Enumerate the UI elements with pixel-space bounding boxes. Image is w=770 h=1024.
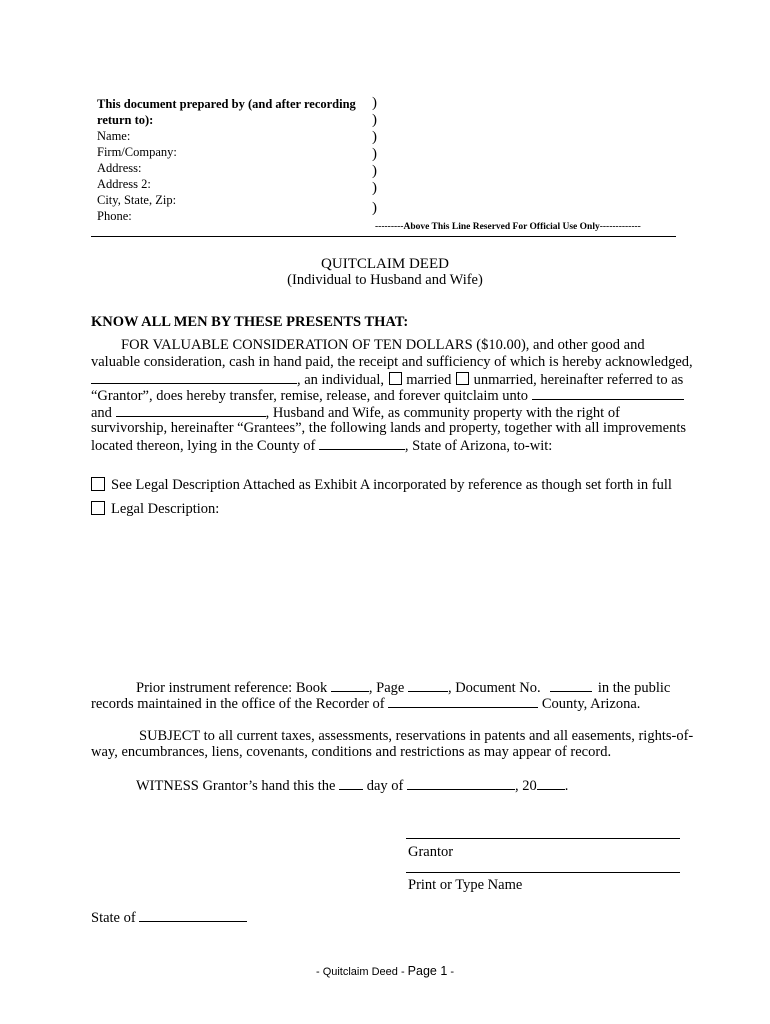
consideration-line7 — [91, 437, 552, 455]
field-firm: Firm/Company: — [97, 145, 177, 159]
recording-divider — [91, 236, 676, 237]
recorder-text: records maintained in the office of the Recorder of — [91, 696, 385, 712]
and-text: and — [91, 405, 112, 421]
book-blank[interactable] — [331, 679, 369, 692]
field-city-state-zip: City, State, Zip: — [97, 193, 177, 207]
husband-wife-text: , Husband and Wife, as community property with the right of — [265, 405, 620, 421]
state-arizona-text: , State of Arizona, to-wit: — [404, 438, 553, 454]
print-name-line[interactable] — [406, 872, 680, 873]
county-arizona-text: County, Arizona. — [541, 696, 641, 712]
period-text: . — [564, 778, 569, 794]
book-text: Prior instrument reference: Book — [136, 680, 328, 696]
consideration-line5 — [91, 404, 620, 422]
paren: ) — [372, 163, 377, 179]
field-address2: Address 2: — [97, 177, 151, 191]
grantor-name-blank[interactable] — [91, 371, 297, 384]
witness-text: WITNESS Grantor’s hand this the — [136, 778, 336, 794]
official-use-notice: ---------Above This Line Reserved For Official Use Only------------- — [375, 222, 641, 232]
legal-description-label: Legal Description: — [111, 501, 220, 517]
month-blank[interactable] — [407, 777, 515, 790]
individual-text: , an individual, — [297, 372, 384, 388]
consideration-line2: valuable consideration, cash in hand paid, the receipt and sufficiency of which is hereby acknowledged, — [91, 354, 693, 370]
page-text: , Page — [368, 680, 405, 696]
unmarried-label: unmarried, hereinafter referred to as — [473, 372, 684, 388]
deed-title: QUITCLAIM DEED — [321, 256, 449, 272]
county-blank[interactable] — [319, 437, 405, 450]
exhibit-option — [91, 477, 672, 494]
consideration-line3 — [91, 371, 683, 389]
deed-subtitle: (Individual to Husband and Wife) — [287, 272, 483, 288]
exhibit-checkbox[interactable] — [91, 477, 105, 491]
paren: ) — [372, 146, 377, 162]
state-of-text: State of — [91, 910, 136, 926]
grantee1-blank[interactable] — [532, 387, 684, 400]
footer-left: - Quitclaim Deed - — [315, 966, 408, 978]
page-footer — [0, 964, 770, 978]
field-address: Address: — [97, 161, 142, 175]
know-all-heading: KNOW ALL MEN BY THESE PRESENTS THAT: — [91, 314, 409, 330]
state-of-line — [91, 909, 247, 927]
prepared-by-title-line1: This document prepared by (and after recording — [97, 97, 356, 111]
document-no-blank[interactable] — [550, 679, 592, 692]
married-label: married — [406, 372, 452, 388]
print-name-label: Print or Type Name — [408, 877, 523, 893]
quitclaim-text: “Grantor”, does hereby transfer, remise, release, and forever quitclaim unto — [91, 388, 529, 404]
grantor-label: Grantor — [408, 844, 454, 860]
field-name: Name: — [97, 129, 131, 143]
exhibit-label: See Legal Description Attached as Exhibit A incorporated by reference as though set forth in full — [111, 477, 672, 493]
paren: ) — [372, 180, 377, 196]
paren: ) — [372, 95, 377, 111]
county-text: located thereon, lying in the County of — [91, 438, 316, 454]
prior-instrument-line2 — [91, 695, 640, 713]
document-no-text: , Document No. — [447, 680, 541, 696]
unmarried-checkbox[interactable] — [456, 372, 469, 385]
consideration-line6: survivorship, hereinafter “Grantees”, the following lands and property, together with all improvements — [91, 420, 686, 436]
married-checkbox[interactable] — [389, 372, 402, 385]
paren: ) — [372, 200, 377, 216]
consideration-line1: FOR VALUABLE CONSIDERATION OF TEN DOLLARS ($10.00), and other good and — [121, 337, 645, 353]
page-blank[interactable] — [408, 679, 448, 692]
subject-line1: SUBJECT to all current taxes, assessments, reservations in patents and all easements, rights-of- — [139, 728, 694, 744]
footer-page-number: Page 1 — [407, 964, 448, 978]
grantee2-blank[interactable] — [116, 404, 266, 417]
day-blank[interactable] — [339, 777, 363, 790]
day-of-text: day of — [366, 778, 404, 794]
subject-line2: way, encumbrances, liens, covenants, conditions and restrictions as may appear of record. — [91, 744, 612, 760]
legal-description-option — [91, 501, 219, 518]
paren: ) — [372, 129, 377, 145]
year-blank[interactable] — [537, 777, 565, 790]
state-blank[interactable] — [139, 909, 247, 922]
prepared-by-title-line2: return to): — [97, 113, 154, 127]
year-prefix-text: , 20 — [515, 778, 537, 794]
prior-instrument-line1 — [136, 679, 670, 697]
paren: ) — [372, 112, 377, 128]
footer-right: - — [447, 966, 455, 978]
field-phone: Phone: — [97, 209, 132, 223]
legal-description-checkbox[interactable] — [91, 501, 105, 515]
consideration-line4 — [91, 387, 684, 405]
witness-line — [136, 777, 568, 795]
grantor-signature-line[interactable] — [406, 838, 680, 839]
recorder-county-blank[interactable] — [388, 695, 538, 708]
public-text: in the public — [597, 680, 671, 696]
